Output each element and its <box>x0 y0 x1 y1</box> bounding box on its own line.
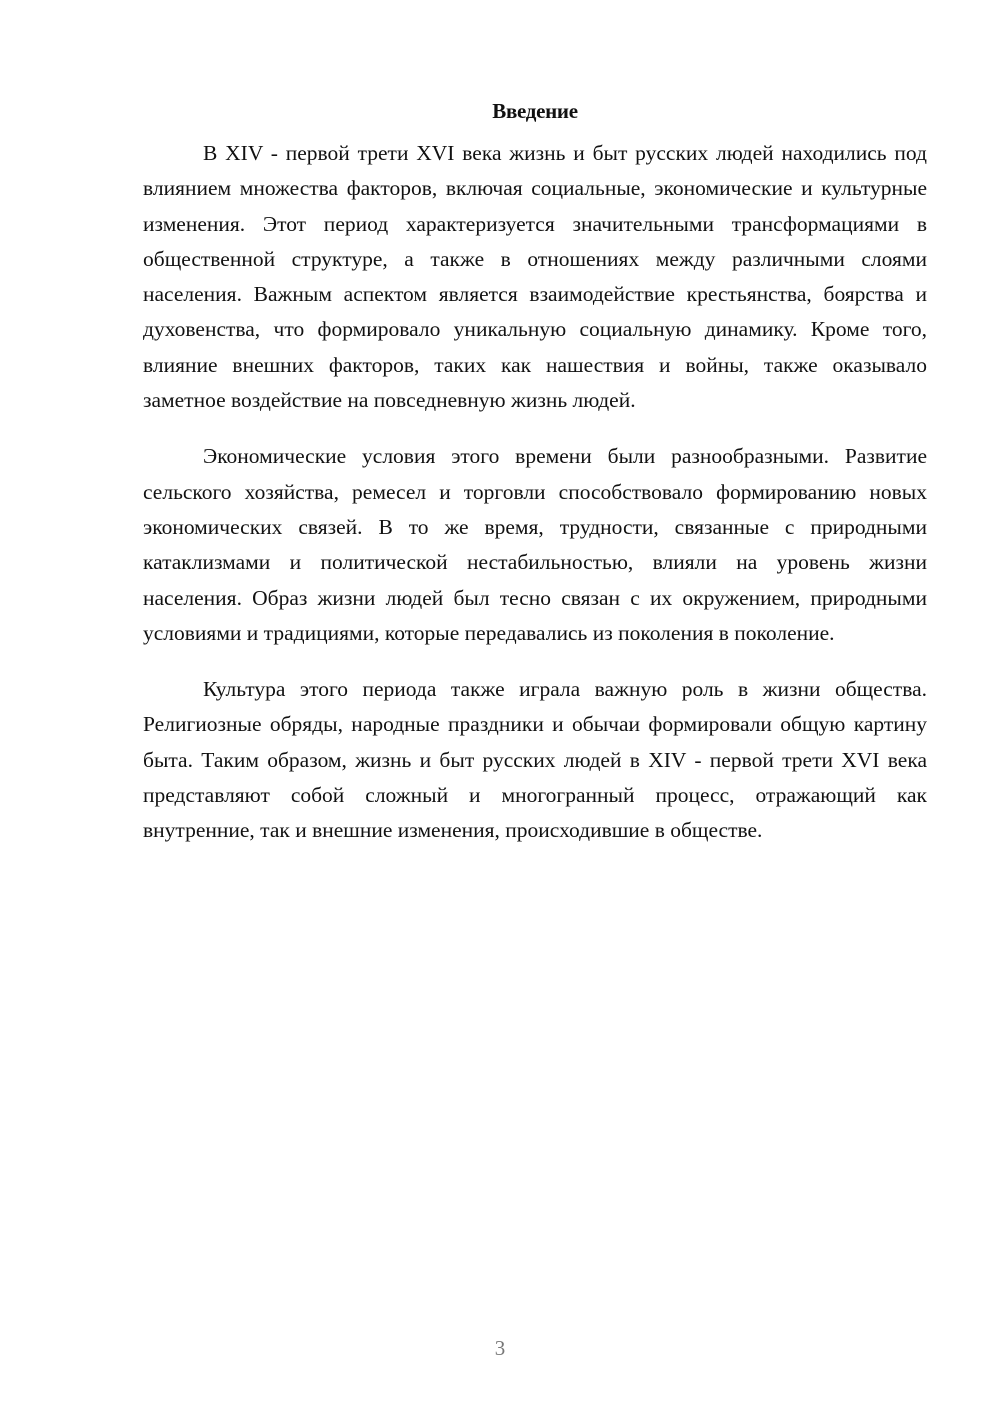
paragraph-1: В XIV - первой трети XVI века жизнь и быт русских людей находились под влиянием множества факторов, включая социальные, экономические и культурные изменения. Этот период характеризуется значительными трансформациями в общественной структуре, а также в отношениях между различными слоями населения. Важным аспектом является взаимодействие крестьянства, боярства и духовенства, что формировало уникальную социальную динамику. Кроме того, влияние внешних факторов, таких как нашествия и войны, также оказывало заметное воздействие на повседневную жизнь людей. <box>143 141 927 413</box>
paragraph-3: Культура этого периода также играла важную роль в жизни общества. Религиозные обряды, народные праздники и обычаи формировали общую картину быта. Таким образом, жизнь и быт русских людей в XIV - первой трети XVI века представляют собой сложный и многогранный процесс, отражающий как внутренние, так и внешние изменения, происходившие в обществе. <box>143 677 927 843</box>
section-heading: Введение <box>492 99 578 123</box>
paragraph-2: Экономические условия этого времени были разнообразными. Развитие сельского хозяйства, ремесел и торговли способствовало формированию новых экономических связей. В то же время, трудности, связанные с природными катаклизмами и политической нестабильностью, влияли на уровень жизни населения. Образ жизни людей был тесно связан с их окружением, природными условиями и традициями, которые передавались из поколения в поколение. <box>143 444 927 645</box>
page-content <box>143 96 927 870</box>
page-number: 3 <box>494 1336 506 1360</box>
